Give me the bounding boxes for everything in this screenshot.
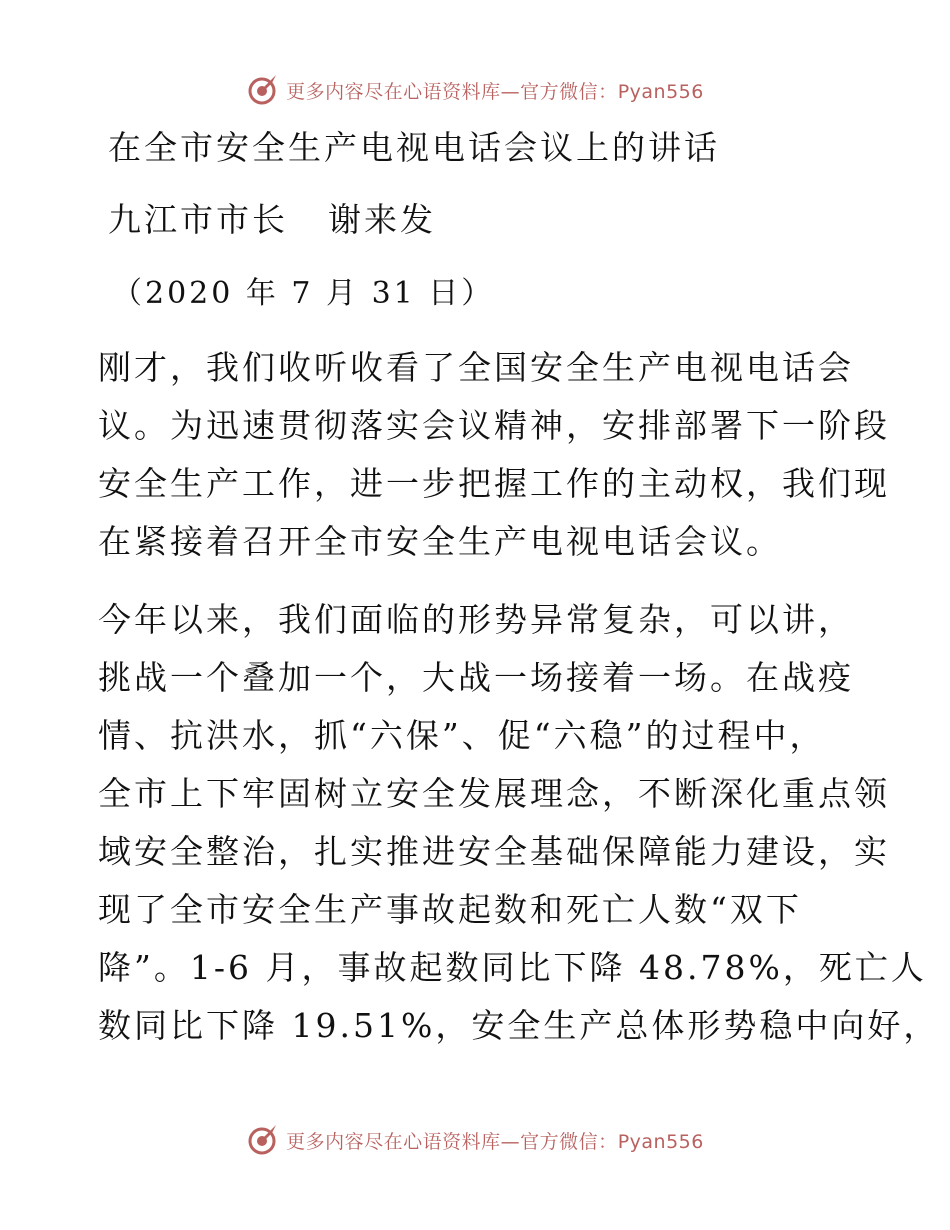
footer-watermark <box>0 1120 950 1160</box>
paragraph-2-line: 数同比下降 19.51%，安全生产总体形势稳中向好， <box>98 1006 940 1045</box>
paragraph-1-line: 议。为迅速贯彻落实会议精神，安排部署下一阶段 <box>98 406 890 445</box>
wechat-id: Pyan556 <box>617 80 704 103</box>
paragraph-1-line: 刚才，我们收听收看了全国安全生产电视电话会 <box>98 348 854 387</box>
author-role: 九江市市长 <box>108 200 288 239</box>
paragraph-2-line: 情、抗洪水，抓“六保”、促“六稳”的过程中， <box>98 716 826 755</box>
document-title: 在全市安全生产电视电话会议上的讲话 <box>108 128 720 167</box>
paragraph-2-line: 域安全整治，扎实推进安全基础保障能力建设，实 <box>98 832 890 871</box>
paragraph-2-line: 今年以来，我们面临的形势异常复杂，可以讲， <box>98 600 854 639</box>
paragraph-1-line: 安全生产工作，进一步把握工作的主动权，我们现 <box>98 464 890 503</box>
wechat-id: Pyan556 <box>617 1130 704 1153</box>
watermark-text: 更多内容尽在心语资料库—官方微信：Pyan556 <box>286 80 704 103</box>
paragraph-2-line: 全市上下牢固树立安全发展理念，不断深化重点领 <box>98 774 890 813</box>
speech-date: （2020 年 7 月 31 日） <box>112 276 495 311</box>
paragraph-2-line: 降”。1-6 月，事故起数同比下降 48.78%，死亡人 <box>98 948 927 987</box>
quill-circle-icon <box>246 1123 280 1157</box>
paragraph-2-line: 现了全市安全生产事故起数和死亡人数“双下 <box>98 890 802 929</box>
quill-circle-icon <box>246 73 280 107</box>
author-name: 谢来发 <box>328 200 436 239</box>
paragraph-2-line: 挑战一个叠加一个，大战一场接着一场。在战疫 <box>98 658 854 697</box>
watermark-text: 更多内容尽在心语资料库—官方微信：Pyan556 <box>286 1130 704 1153</box>
paragraph-1-line: 在紧接着召开全市安全生产电视电话会议。 <box>98 522 782 561</box>
header-watermark <box>0 70 950 110</box>
author-line <box>108 200 436 240</box>
